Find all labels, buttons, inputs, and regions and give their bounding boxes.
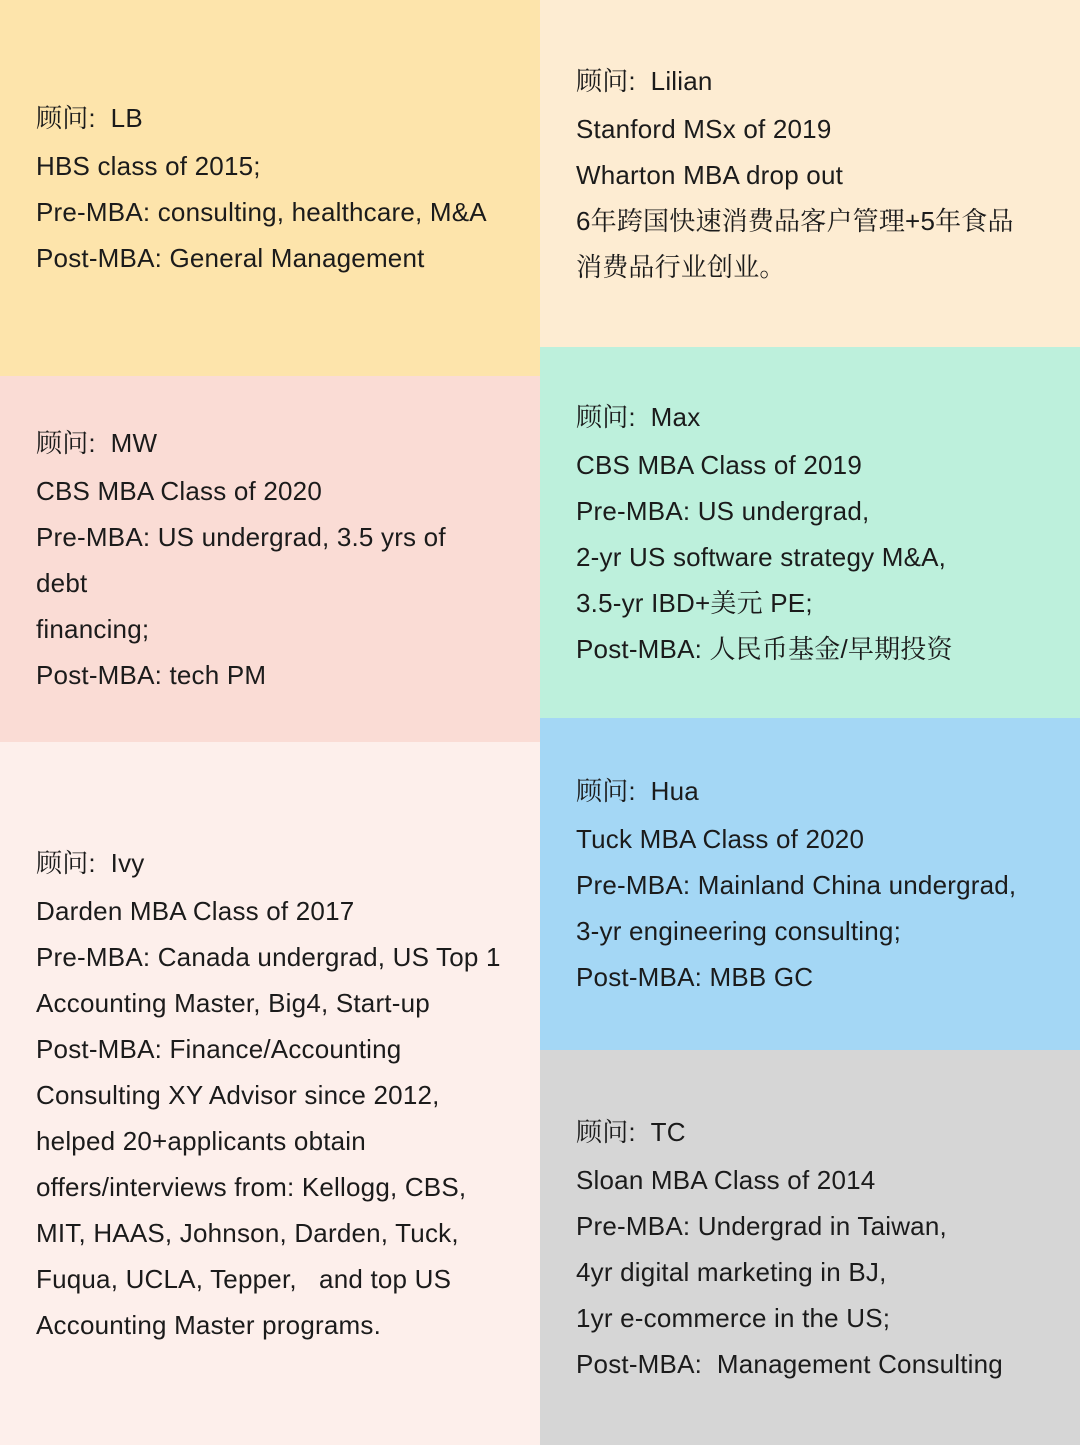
advisor-detail-line: offers/interviews from: Kellogg, CBS, (36, 1171, 467, 1202)
advisor-detail-line: 1yr e-commerce in the US; (576, 1302, 891, 1333)
advisor-card-ivy (0, 742, 540, 1445)
advisor-detail-line: MIT, HAAS, Johnson, Darden, Tuck, (36, 1217, 459, 1248)
advisor-detail-line: Post-MBA: General Management (36, 243, 425, 273)
advisor-detail-line: 3.5-yr IBD+美元 PE; (576, 587, 813, 618)
advisor-detail-line: HBS class of 2015; (36, 151, 261, 181)
advisor-detail-line: Accounting Master, Big4, Start-up (36, 987, 430, 1018)
advisor-detail-line: financing; (36, 614, 150, 644)
advisor-detail-line: 6年跨国快速消费品客户管理+5年食品 (576, 205, 1014, 236)
advisor-detail-line: Post-MBA: Management Consulting (576, 1348, 1003, 1379)
advisor-detail-line: Wharton MBA drop out (576, 159, 844, 190)
advisor-name-line: 顾问: TC (576, 1116, 686, 1147)
advisor-detail-line: Pre-MBA: consulting, healthcare, M&A (36, 197, 487, 227)
advisor-detail-line: 消费品行业创业。 (576, 251, 786, 282)
advisor-name-line: 顾问: Max (576, 401, 701, 432)
advisor-detail-line: 4yr digital marketing in BJ, (576, 1256, 887, 1287)
advisor-card-mw (0, 376, 540, 742)
advisor-detail-line: helped 20+applicants obtain (36, 1125, 366, 1156)
advisor-name-line: 顾问: Lilian (576, 65, 713, 96)
advisor-card-lb (0, 0, 540, 376)
advisor-detail-line: Post-MBA: MBB GC (576, 962, 814, 992)
advisor-name-line: 顾问: MW (36, 428, 158, 458)
advisor-detail-line: Post-MBA: tech PM (36, 660, 267, 690)
advisor-detail-line: Tuck MBA Class of 2020 (576, 824, 865, 854)
advisor-detail-line: Pre-MBA: Undergrad in Taiwan, (576, 1210, 947, 1241)
advisor-name-line: 顾问: LB (36, 103, 143, 133)
advisor-detail-line: 3-yr engineering consulting; (576, 916, 902, 946)
advisor-detail-line: Pre-MBA: Canada undergrad, US Top 1 (36, 941, 501, 972)
advisor-detail-line: Sloan MBA Class of 2014 (576, 1164, 876, 1195)
advisor-card-max (540, 347, 1080, 718)
advisor-name-line: 顾问: Ivy (36, 847, 145, 878)
advisor-detail-line: CBS MBA Class of 2019 (576, 449, 862, 480)
advisor-card-hua (540, 718, 1080, 1050)
advisor-card-lilian (540, 0, 1080, 347)
advisor-detail-line: Darden MBA Class of 2017 (36, 895, 355, 926)
advisor-detail-line: Post-MBA: Finance/Accounting (36, 1033, 402, 1064)
advisor-detail-line: CBS MBA Class of 2020 (36, 476, 322, 506)
advisor-detail-line: Pre-MBA: Mainland China undergrad, (576, 870, 1017, 900)
advisor-detail-line: 2-yr US software strategy M&A, (576, 541, 947, 572)
advisor-detail-line: Pre-MBA: US undergrad, 3.5 yrs of debt (36, 522, 454, 598)
advisor-name-line: 顾问: Hua (576, 776, 699, 806)
advisor-detail-line: Fuqua, UCLA, Tepper, and top US (36, 1263, 452, 1294)
advisor-detail-line: Stanford MSx of 2019 (576, 113, 832, 144)
advisor-card-tc (540, 1050, 1080, 1445)
advisor-detail-line: Post-MBA: 人民币基金/早期投资 (576, 633, 953, 664)
advisor-detail-line: Accounting Master programs. (36, 1309, 381, 1340)
advisor-detail-line: Pre-MBA: US undergrad, (576, 495, 870, 526)
advisor-detail-line: Consulting XY Advisor since 2012, (36, 1079, 440, 1110)
